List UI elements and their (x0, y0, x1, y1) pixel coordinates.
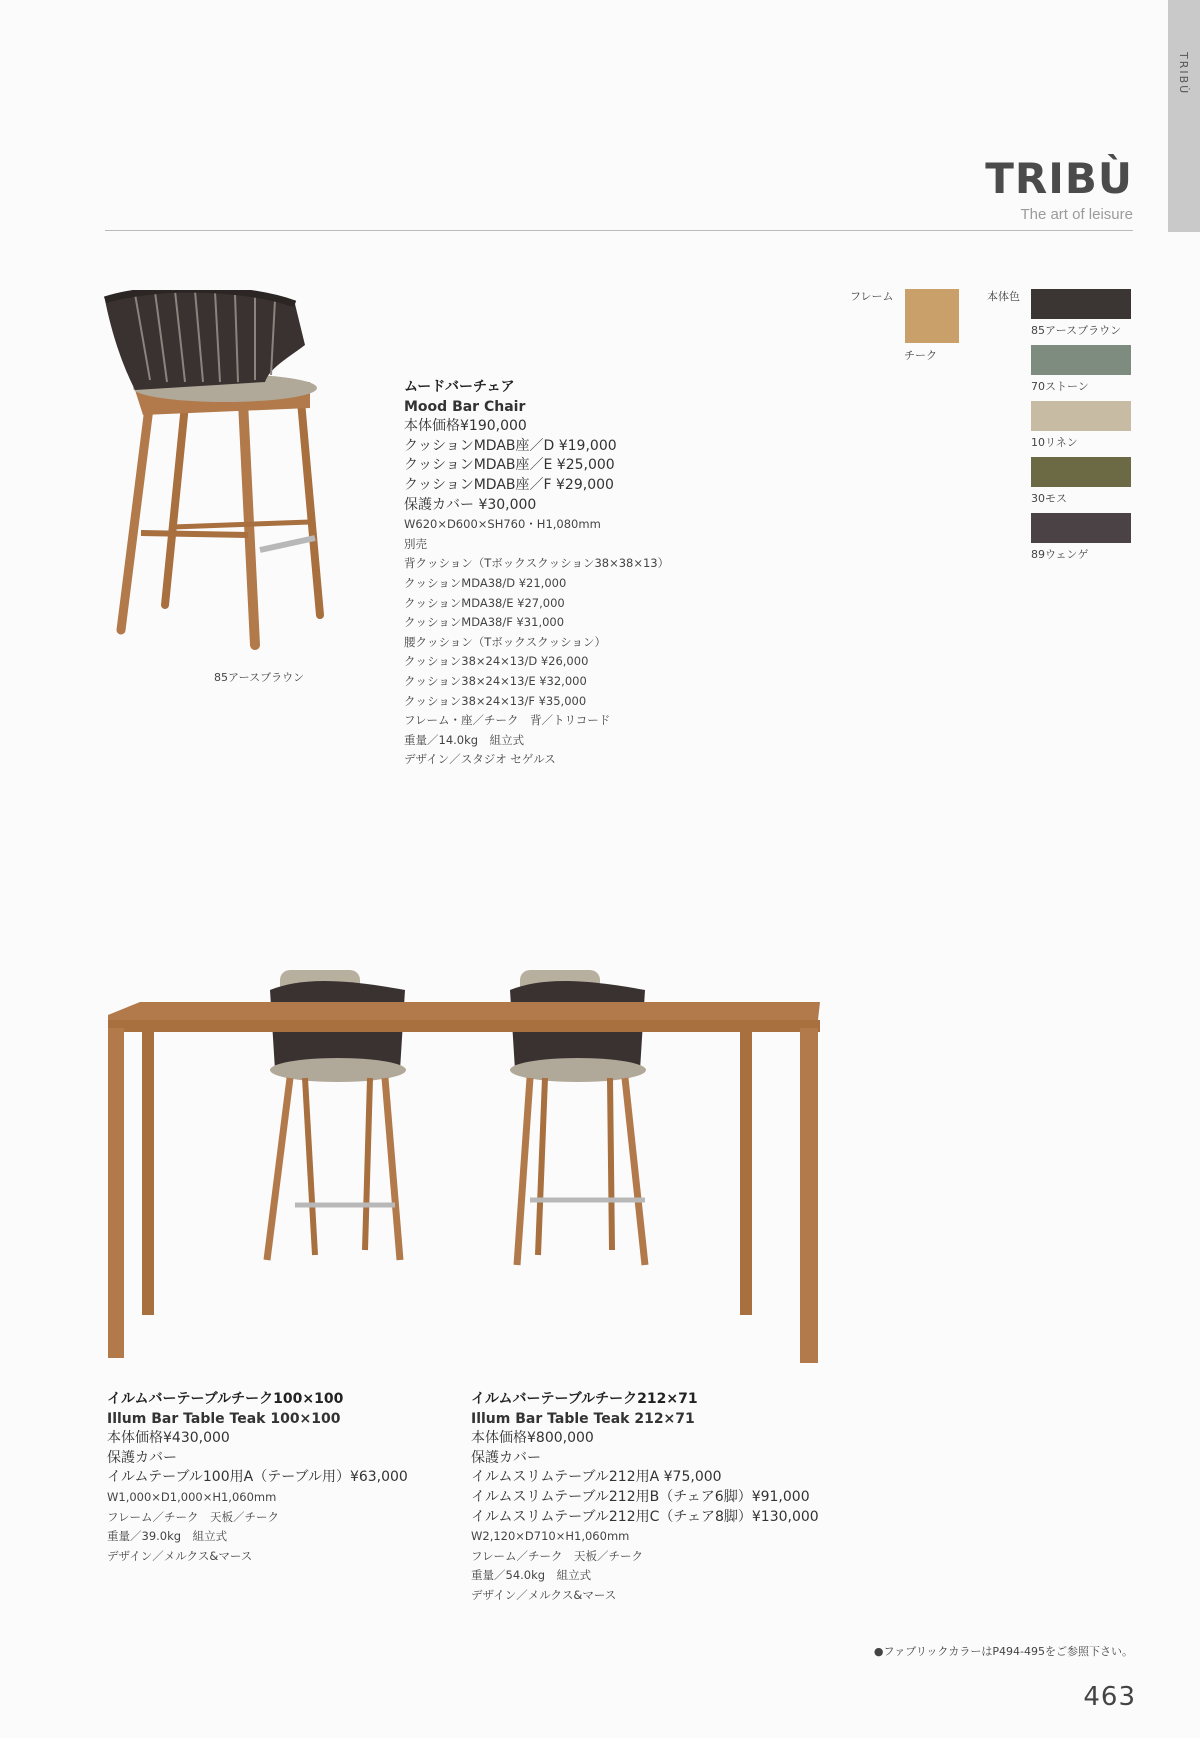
spec-line: クッション38×24×13/F ¥35,000 (404, 693, 587, 708)
spec-line: 腰クッション（Tボックスクッション） (404, 634, 606, 649)
spec-line: クッション38×24×13/D ¥26,000 (404, 654, 589, 669)
swatch-linen (1031, 401, 1131, 431)
section-tab (1168, 0, 1200, 232)
spec-line: フレーム／チーク 天板／チーク (107, 1509, 280, 1524)
swatch-earth-brown (1031, 289, 1131, 319)
product-name-jp: ムードバーチェア (404, 379, 515, 395)
spec-line: 重量／54.0kg 組立式 (471, 1568, 592, 1583)
chair-photo-caption: 85アースブラウン (214, 671, 305, 684)
spec-line: W2,120×D710×H1,060mm (471, 1529, 630, 1544)
swatch-stone (1031, 345, 1131, 375)
section-tab-label: TRIBÙ (1177, 52, 1190, 96)
swatch-wenge (1031, 513, 1131, 543)
price-line: クッションMDAB座／D ¥19,000 (404, 437, 617, 454)
price-line: 保護カバー (471, 1449, 541, 1466)
header-divider (105, 230, 1133, 231)
price-line: クッションMDAB座／E ¥25,000 (404, 457, 615, 474)
chair-photo (95, 290, 335, 660)
swatch-name: 89ウェンゲ (1031, 548, 1089, 561)
spec-line: クッション38×24×13/E ¥32,000 (404, 673, 587, 688)
spec-line: デザイン／スタジオ セゲルス (404, 752, 556, 767)
body-color-label: 本体色 (987, 290, 1020, 303)
swatch-name: 85アースブラウン (1031, 324, 1122, 337)
product-name-jp: イルムバーテーブルチーク212×71 (471, 1391, 698, 1407)
frame-teak-swatch (905, 289, 959, 343)
swatch-moss (1031, 457, 1131, 487)
spec-line: 別売 (404, 536, 427, 551)
illum-table-100-info (107, 1390, 408, 1566)
brand-tagline: The art of leisure (1020, 206, 1133, 223)
price-line: イルムスリムテーブル212用A ¥75,000 (471, 1469, 722, 1486)
price-line: クッションMDAB座／F ¥29,000 (404, 476, 614, 493)
frame-label: フレーム (850, 290, 894, 303)
spec-line: W620×D600×SH760・H1,080mm (404, 517, 601, 532)
spec-line: W1,000×D1,000×H1,060mm (107, 1489, 277, 1504)
swatch-name: 30モス (1031, 492, 1067, 505)
spec-line: フレーム・座／チーク 背／トリコード (404, 713, 611, 728)
brand-logo: TRIBÙ (985, 154, 1133, 203)
spec-line: 背クッション（Tボックスクッション38×38×13） (404, 556, 670, 571)
price-line: 本体価格¥190,000 (404, 418, 527, 435)
price-line: イルムスリムテーブル212用B（チェア6脚）¥91,000 (471, 1488, 810, 1505)
product-name-en: Mood Bar Chair (404, 398, 526, 415)
price-line: イルムテーブル100用A（テーブル用）¥63,000 (107, 1469, 408, 1486)
spec-line: 重量／39.0kg 組立式 (107, 1529, 228, 1544)
price-line: 保護カバー (107, 1449, 177, 1466)
spec-line: クッションMDA38/F ¥31,000 (404, 615, 565, 630)
price-line: イルムスリムテーブル212用C（チェア8脚）¥130,000 (471, 1508, 819, 1525)
price-line: 保護カバー ¥30,000 (404, 496, 537, 513)
product-name-jp: イルムバーテーブルチーク100×100 (107, 1391, 344, 1407)
spec-line: デザイン／メルクス&マース (471, 1587, 617, 1602)
swatch-name: 10リネン (1031, 436, 1078, 449)
spec-line: フレーム／チーク 天板／チーク (471, 1548, 644, 1563)
product-name-en: Illum Bar Table Teak 212×71 (471, 1410, 695, 1427)
page-number: 463 (1083, 1682, 1136, 1712)
brand-header (985, 154, 1133, 223)
fabric-color-footnote: ●ファブリックカラーはP494-495をご参照下さい。 (873, 1645, 1133, 1658)
product-name-en: Illum Bar Table Teak 100×100 (107, 1410, 341, 1427)
spec-line: クッションMDA38/D ¥21,000 (404, 575, 567, 590)
table-with-chairs-photo (100, 960, 830, 1370)
spec-line: 重量／14.0kg 組立式 (404, 732, 525, 747)
spec-line: デザイン／メルクス&マース (107, 1548, 253, 1563)
spec-line: クッションMDA38/E ¥27,000 (404, 595, 565, 610)
illum-table-212-info (471, 1390, 819, 1606)
mood-bar-chair-info (404, 378, 669, 770)
frame-swatch-name: チーク (904, 349, 937, 362)
swatch-name: 70ストーン (1031, 380, 1089, 393)
price-line: 本体価格¥430,000 (107, 1430, 230, 1447)
price-line: 本体価格¥800,000 (471, 1430, 594, 1447)
